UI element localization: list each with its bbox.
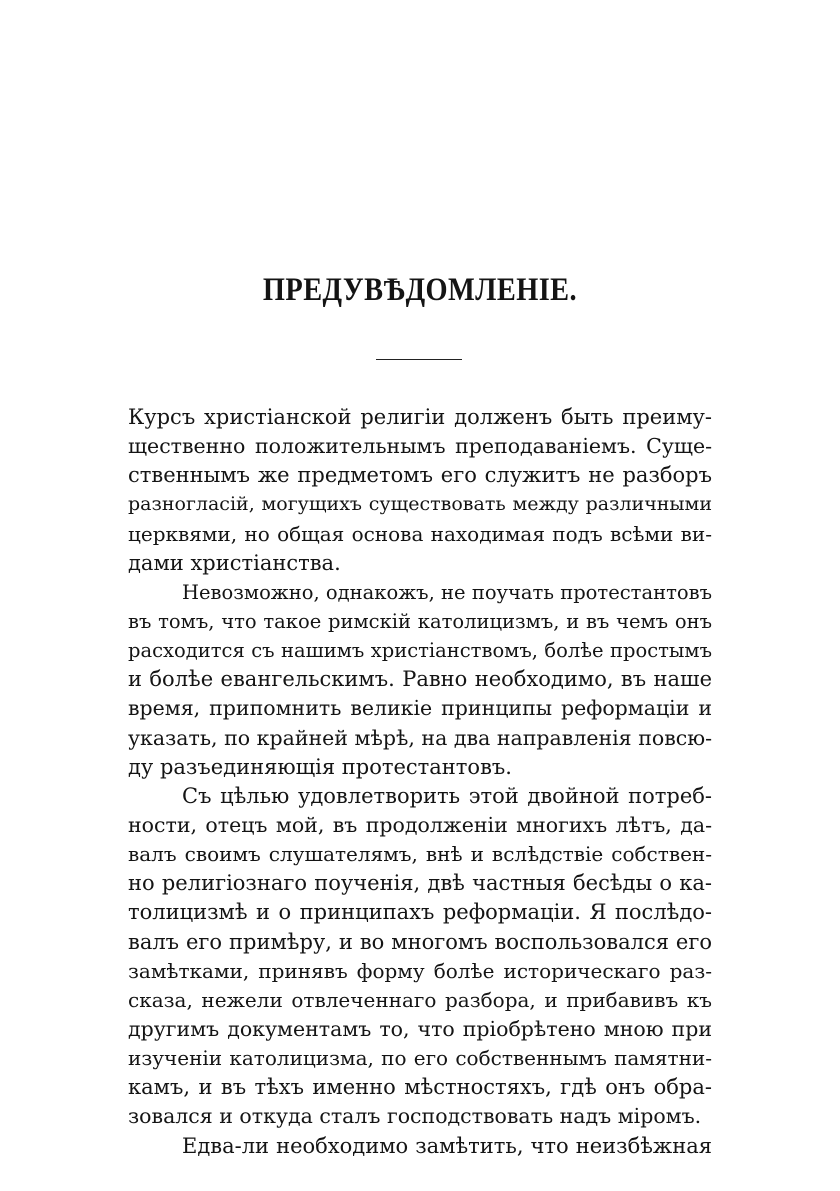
paragraph-2 — [128, 578, 712, 782]
text-line: но религіознаго поученія, двѣ частныя бесѣды о ка- — [128, 871, 712, 896]
page-title: ПРЕДУВѢДОМЛЕНІЕ. — [262, 272, 578, 308]
text-line: толицизмѣ и о принципахъ реформаціи. Я послѣдо- — [128, 900, 712, 925]
text-line: разногласій, могущихъ существовать между различными — [128, 493, 712, 516]
paragraph-3 — [128, 782, 712, 1132]
text-line: валъ его примѣру, и во многомъ воспользовался его — [128, 929, 712, 954]
text-line: другимъ документамъ то, что пріобрѣтено мною при — [128, 1016, 712, 1041]
text-line: указать, по крайней мѣрѣ, на два направленія повсю- — [128, 725, 712, 750]
text-line: ности, отецъ мой, въ продолженіи многихъ лѣтъ, да- — [128, 812, 712, 837]
text-line: сказа, нежели отвлеченнаго разбора, и прибавивъ къ — [128, 987, 712, 1012]
paragraph-1 — [128, 403, 712, 578]
text-line: расходится съ нашимъ христіанствомъ, болѣе простымъ — [128, 639, 712, 663]
text-line: валъ своимъ слушателямъ, внѣ и вслѣдствіе собствен- — [128, 842, 712, 867]
text-line: ду разъединяющія протестантовъ. — [128, 754, 512, 779]
text-line: зовался и откуда сталъ господствовать надъ міромъ. — [128, 1104, 702, 1129]
text-line: и болѣе евангельскимъ. Равно необходимо, въ наше — [128, 667, 712, 692]
text-line: замѣтками, принявъ форму болѣе историческаго раз- — [128, 958, 712, 983]
text-line: ственнымъ же предметомъ его служитъ не разборъ — [128, 463, 712, 488]
paragraph-4 — [128, 1132, 712, 1161]
text-line: церквями, но общая основа находимая подъ всѣми ви- — [128, 521, 712, 546]
text-line: щественно положительнымъ преподаваніемъ. Суще- — [128, 434, 712, 459]
title-divider — [376, 359, 462, 360]
body-text — [128, 403, 712, 1161]
text-line: камъ, и въ тѣхъ именно мѣстностяхъ, гдѣ онъ обра- — [128, 1075, 712, 1100]
text-line: Невозможно, однакожъ, не поучать протестантовъ — [182, 580, 712, 604]
text-line: дами христіанства. — [128, 550, 341, 575]
text-line: Едва-ли необходимо замѣтить, что неизбѣжная — [182, 1133, 712, 1158]
text-line: Курсъ христіанской религіи долженъ быть преиму- — [128, 405, 712, 429]
text-line: время, припомнить великіе принципы реформаціи и — [128, 696, 712, 721]
text-line: въ томъ, что такое римскій католицизмъ, и въ чемъ онъ — [128, 609, 712, 633]
text-line: Съ цѣлью удовлетворить этой двойной потреб- — [182, 783, 712, 808]
text-line: изученіи католицизма, по его собственнымъ памятни- — [128, 1046, 712, 1071]
